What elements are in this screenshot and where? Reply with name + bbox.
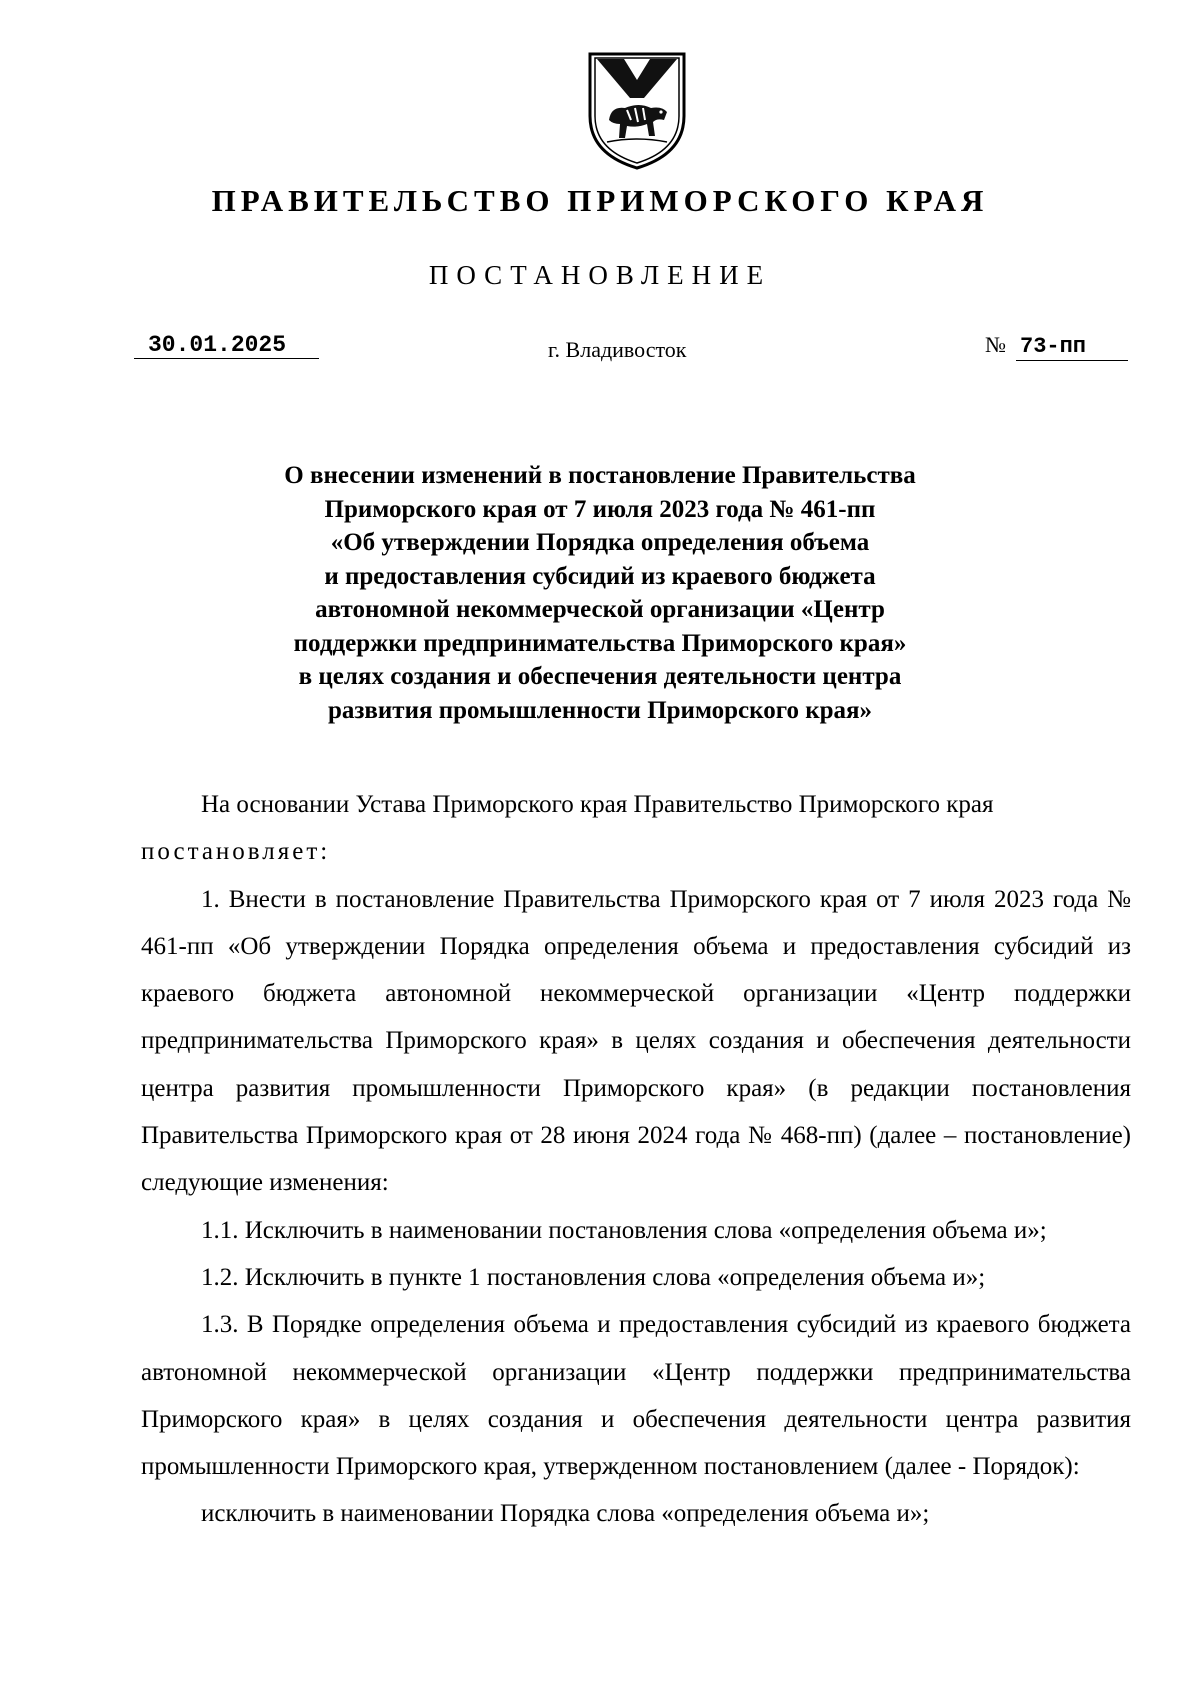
- item-1: 1. Внести в постановление Правительства Приморского края от 7 июля 2023 года № 461-пп «Об утверждении Порядка определения объема и предоставления субсидий из краевого бюджета автономной некоммерческой организации «Центр поддержки предпринимательства Приморского края» в целях создания и обеспечения деятельности центра развития промышленности Приморского края» (в редакции постановления Правительства Приморского края от 28 июня 2024 года № 468-пп) (далее – постановление) следующие изменения:: [141, 885, 1131, 1197]
- subject-line: автономной некоммерческой организации «Центр: [315, 596, 885, 623]
- subject-line: и предоставления субсидий из краевого бюджета: [324, 562, 876, 590]
- document-number-block: [985, 333, 1128, 361]
- document-date: 30.01.2025: [134, 333, 319, 359]
- intro-paragraph: На основании Устава Приморского края Правительство Приморского края: [201, 791, 994, 818]
- resolves-word: постановляет:: [141, 838, 331, 866]
- item-1-3: 1.3. В Порядке определения объема и предоставления субсидий из краевого бюджета автономной некоммерческой организации «Центр поддержки предпринимательства Приморского края» в целях создания и обеспечения деятельности центра развития промышленности Приморского края, утвержденном постановлением (далее - Порядок):: [141, 1311, 1131, 1481]
- document-number: 73-пп: [1016, 335, 1128, 361]
- subject-line: поддержки предпринимательства Приморского края»: [293, 629, 907, 657]
- document-type: ПОСТАНОВЛЕНИЕ: [428, 260, 772, 290]
- item-1-3-a: исключить в наименовании Порядка слова «определения объема и»;: [201, 1500, 930, 1528]
- subject-line: О внесении изменений в постановление Правительства: [284, 462, 916, 489]
- subject-line: «Об утверждении Порядка определения объема: [330, 529, 870, 556]
- item-1-1: 1.1. Исключить в наименовании постановления слова «определения объема и»;: [201, 1216, 1047, 1244]
- number-sign: №: [985, 332, 1006, 357]
- coat-of-arms-icon: [587, 50, 687, 170]
- document-body: [141, 781, 1131, 1538]
- subject-line: развития промышленности Приморского края»: [327, 696, 873, 724]
- item-1-2: 1.2. Исключить в пункте 1 постановления слова «определения объема и»;: [201, 1263, 986, 1291]
- issuing-authority: ПРАВИТЕЛЬСТВО ПРИМОРСКОГО КРАЯ: [211, 183, 989, 218]
- document-city: г. Владивосток: [548, 337, 687, 362]
- document-subject: [200, 459, 1000, 727]
- subject-line: Приморского края от 7 июля 2023 года № 461-пп: [324, 495, 876, 523]
- subject-line: в целях создания и обеспечения деятельности центра: [298, 663, 902, 690]
